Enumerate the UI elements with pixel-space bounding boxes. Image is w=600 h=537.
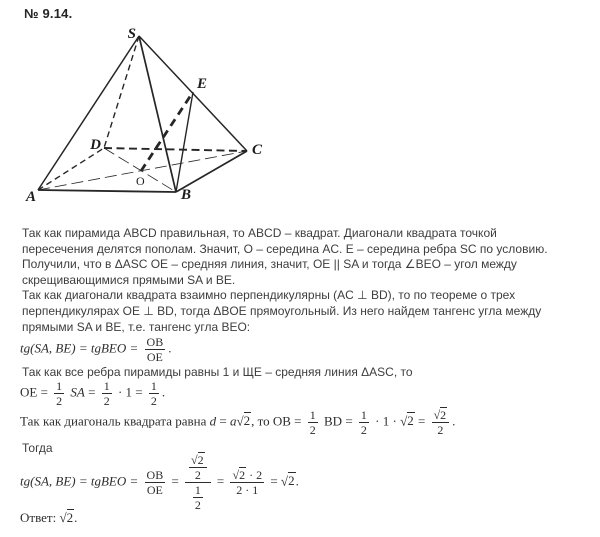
fraction-ob-oe: $\frac{OB}{OE}$ [146,468,164,497]
edge-bc [176,151,247,192]
fraction-one-half: $\frac{1}{2}$ [194,483,201,512]
formula-diagonal-line [20,409,455,436]
edge-ad-dashed [38,148,104,190]
radical-sign: √ [232,468,240,482]
mid-text-line: Так как все ребра пирамиды равны 1 и ЩЕ – средняя линия ΔASC, то [22,365,413,379]
equals: = [270,473,278,489]
radical-sign: √ [236,413,244,429]
vertex-label-d: D [90,137,101,153]
edge-sb [139,36,176,192]
formula-tangent-definition [20,336,171,363]
var-a: a [229,413,237,429]
sqrt-2: √2 [191,453,204,467]
times-one-equals: · 1 = [117,384,143,400]
vertex-label-e: E [197,76,208,92]
then-ob-equals: , то OB = [251,413,302,429]
times-one-times: · 1 · [375,413,397,429]
solution-line: Получили, что в ΔASC OE – средняя линия, значит, OE || SA и тогда ∠BEO – угол между [22,257,517,272]
sa-var: SA [70,384,85,400]
formula-lhs: tg(SA, BE) = tgBEO = [20,340,139,356]
fraction-one-half-5: $\frac{1}{2}$ [360,408,367,437]
formula-final [20,453,299,512]
period: . [74,510,78,525]
bd-var: BD [324,413,343,429]
edge-sa [38,36,139,190]
formula-oe-value [20,380,165,407]
then-text-line: Тогда [22,441,53,455]
fraction-one-half-1: $\frac{1}{2}$ [56,379,63,408]
fraction-sqrt2-times-2: $\frac{√2 \cdot 2}{2 \cdot 1}$ [232,468,263,497]
center-label-o: O [136,174,145,188]
equals: = [88,384,96,400]
fraction-one-half-3: $\frac{1}{2}$ [150,379,157,408]
solution-line: прямыми SA и BE, т.е. тангенс угла BEO: [22,319,251,334]
sqrt-2: √2 [232,468,246,482]
equals: = [345,413,353,429]
vertex-label-a: A [25,189,36,205]
fraction-one-half-2: $\frac{1}{2}$ [103,379,110,408]
formula-lhs: tg(SA, BE) = tgBEO = [20,473,139,489]
nested-fraction [185,453,211,512]
solution-line: пересечения делятся пополам. Значит, O – середина AC. E – середина ребра SC по условию. [22,241,548,256]
solution-line: Так как диагонали квадрата взаимно перпендикулярны (AC ⊥ BD), то по теореме о трех [22,288,516,303]
fraction-sqrt2-over-2: $\frac{√2}{2}$ [432,409,450,436]
sqrt-2: √2 [236,413,251,429]
equals: = [171,473,179,489]
var-d: d [209,413,217,429]
pyramid-figure [25,20,270,212]
sqrt-2: √2 [400,413,414,429]
radical-sign: √ [400,413,408,429]
solution-line: Так как пирамида ABCD правильная, то ABCD – квадрат. Диагонали квадрата точкой [22,226,497,240]
fraction-ob-oe: $\frac{OB}{OE}$ [146,335,164,364]
answer-label: Ответ: [20,510,57,525]
sqrt-2: √2 [59,510,74,525]
equals: = [216,473,225,489]
segment-oe-thick-dashed [141,92,193,171]
solution-line: скрещивающимися прямыми SA и BE. [22,272,236,287]
vertex-label-b: B [181,187,192,203]
sqrt-2: √2 [280,473,295,489]
answer-line [20,510,77,526]
vertex-label-s: S [127,26,136,42]
radical-sign: √ [191,453,198,467]
period: . [168,340,172,356]
oe-equals: OE = [20,384,48,400]
diagonal-text: Так как диагональ квадрата равна [20,413,207,429]
edge-sd-dashed [104,36,139,148]
period: . [161,384,166,400]
sqrt-2: √2 [433,408,447,422]
edge-dc-dashed [104,148,247,151]
segment-be [176,92,193,192]
edge-ab [38,190,176,192]
solution-paragraph [22,226,548,335]
problem-number: № 9.14. [24,6,73,21]
equals: = [417,413,426,429]
equals: = [219,413,227,429]
vertex-label-c: C [252,142,263,158]
radical-sign: √ [433,408,441,422]
period: . [452,413,456,429]
solution-line: перпендикулярах OE ⊥ BD, тогда ΔBOE прямоугольный. Из него найдем тангенс угла между [22,303,542,318]
radical-sign: √ [280,473,289,489]
fraction-one-half-4: $\frac{1}{2}$ [309,408,316,437]
fraction-sqrt2-over-2: $\frac{√2}{2}$ [189,454,207,481]
radical-sign: √ [59,510,67,525]
period: . [295,473,299,489]
